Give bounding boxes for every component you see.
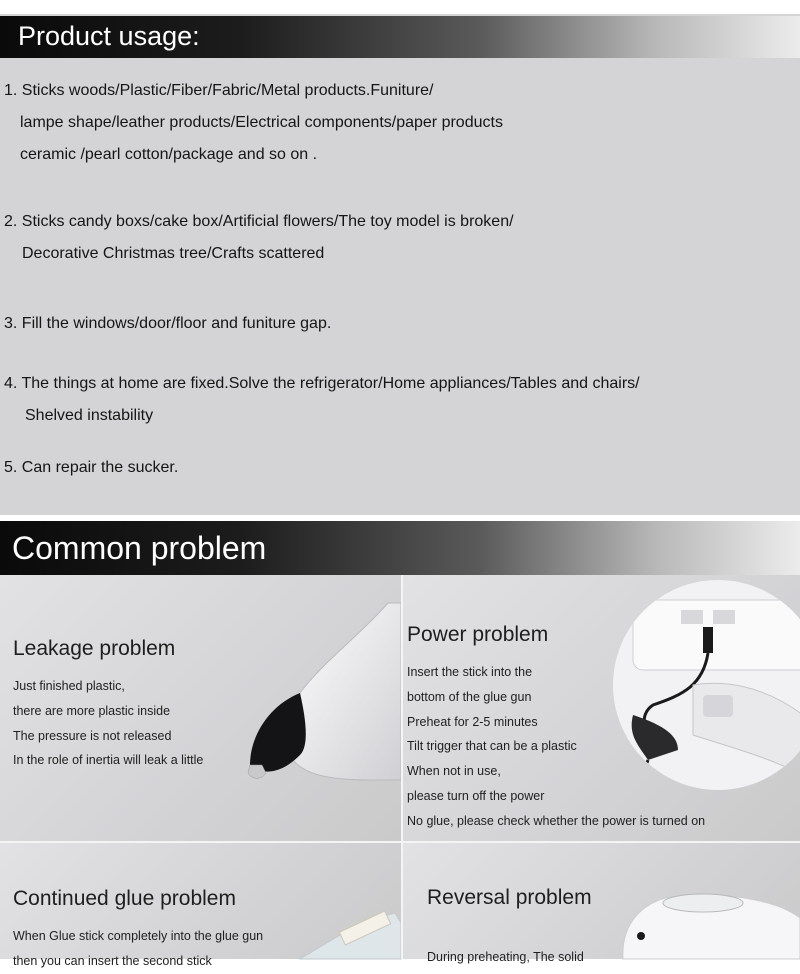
usage-line: Shelved instability	[25, 407, 154, 424]
panel-line: then you can insert the second stick	[13, 953, 212, 968]
usage-line: 2. Sticks candy boxs/cake box/Artificial flowers/The toy model is broken/	[4, 213, 514, 230]
usage-line: ceramic /pearl cotton/package and so on .	[20, 146, 318, 163]
panel-line: there are more plastic inside	[13, 703, 171, 718]
usage-line: 5. Can repair the sucker.	[4, 459, 179, 476]
panel-line: During preheating, The solid	[427, 950, 584, 964]
panel-line: When not in use,	[407, 764, 501, 779]
usage-line: 4. The things at home are fixed.Solve the refrigerator/Home appliances/Tables and chairs/	[4, 375, 640, 392]
panel-divider-vertical	[401, 575, 403, 959]
glue-stick-icon	[0, 843, 401, 959]
usage-line: 1. Sticks woods/Plastic/Fiber/Fabric/Metal products.Funiture/	[4, 82, 434, 99]
panel-line: No glue, please check whether the power is turned on	[407, 813, 706, 828]
usage-line: 3. Fill the windows/door/floor and funiture gap.	[4, 315, 332, 332]
product-usage-header	[0, 16, 800, 58]
power-plug-icon	[403, 575, 800, 841]
glue-gun-nozzle-icon	[0, 575, 401, 841]
panel-line: bottom of the glue gun	[407, 689, 532, 704]
usage-item-4	[4, 368, 640, 432]
panel-title: Leakage problem	[13, 637, 176, 660]
panel-title: Reversal problem	[427, 886, 592, 909]
common-problem-header	[0, 521, 800, 575]
panel-line: please turn off the power	[407, 788, 545, 803]
usage-item-3	[4, 308, 331, 340]
usage-line: Decorative Christmas tree/Crafts scattered	[22, 245, 325, 262]
reversal-problem-panel	[403, 843, 800, 964]
panel-line: The pressure is not released	[13, 728, 172, 743]
usage-item-5	[4, 452, 178, 484]
top-strip	[0, 0, 800, 14]
panel-divider-horizontal	[0, 841, 800, 843]
panel-title: Power problem	[407, 623, 549, 646]
power-problem-panel	[403, 575, 800, 841]
panel-line: Insert the stick into the	[407, 665, 533, 679]
panel-line: Preheat for 2-5 minutes	[407, 714, 538, 729]
panel-line: Tilt trigger that can be a plastic	[407, 739, 577, 754]
panel-title: Continued glue problem	[13, 887, 236, 910]
panel-line: In the role of inertia will leak a little	[13, 753, 204, 768]
glue-gun-body-icon	[403, 843, 800, 959]
leakage-problem-panel	[0, 575, 401, 841]
usage-item-1	[4, 75, 503, 171]
common-problem-title: Common problem	[12, 530, 267, 566]
usage-item-2	[4, 206, 514, 270]
panel-line: When Glue stick completely into the glue gun	[13, 929, 264, 943]
panel-line: Just finished plastic,	[13, 679, 125, 693]
continued-glue-problem-panel	[0, 843, 401, 968]
product-usage-title: Product usage:	[18, 21, 200, 51]
usage-line: lampe shape/leather products/Electrical components/paper products	[20, 114, 503, 131]
